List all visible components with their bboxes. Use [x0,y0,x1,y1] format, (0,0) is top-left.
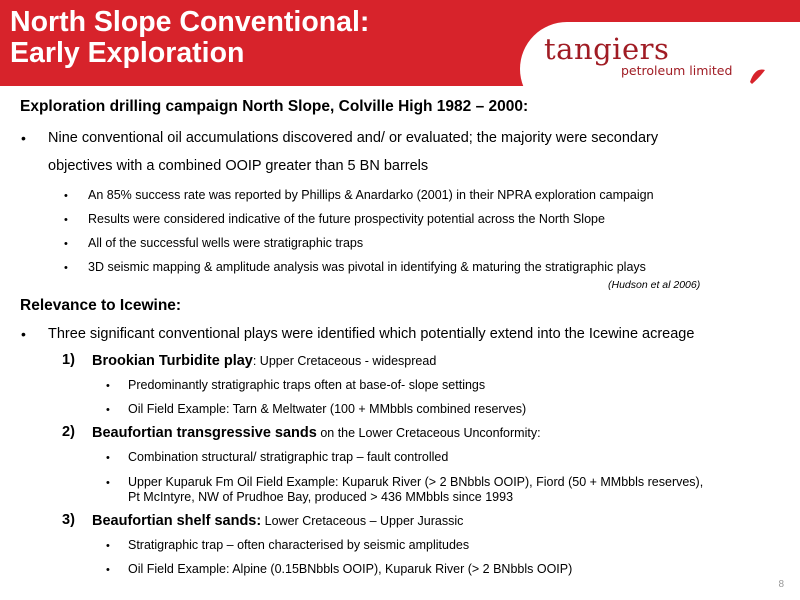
detail-marker: • [106,404,110,416]
section1-heading: Exploration drilling campaign North Slope, Colville High 1982 – 2000: [20,98,529,115]
play-name: Brookian Turbidite play [92,353,253,369]
play-number: 1) [62,352,75,368]
section1-subbullet: An 85% success rate was reported by Phillips & Anardarko (2001) in their NPRA exploration campaign [88,188,654,202]
detail-marker: • [106,540,110,552]
logo-subtitle: petroleum limited [621,63,733,78]
play-detail: Oil Field Example: Alpine (0.15BNbbls OOIP), Kuparuk River (> 2 BNbbls OOIP) [128,562,573,576]
play-detail-continued: Pt McIntyre, NW of Prudhoe Bay, produced > 436 MMbbls since 1993 [128,490,514,504]
detail-marker: • [106,452,110,464]
play-detail: Predominantly stratigraphic traps often at base-of- slope settings [128,378,486,392]
play-name: Beaufortian shelf sands: [92,513,262,529]
play-name: Beaufortian transgressive sands [92,425,317,441]
slide-title-line2: Early Exploration [10,37,245,69]
section1-subbullet: 3D seismic mapping & amplitude analysis was pivotal in identifying & maturing the stratigraphic plays [88,260,646,274]
play-number: 2) [62,424,75,440]
subbullet-marker: • [64,262,68,274]
bullet-marker: • [21,130,26,146]
play-title [92,512,463,530]
page-number: 8 [778,579,784,590]
subbullet-marker: • [64,214,68,226]
play-title [92,424,541,442]
play-detail: Combination structural/ stratigraphic trap – fault controlled [128,450,449,464]
play-desc: on the Lower Cretaceous Unconformity: [316,426,541,440]
citation: (Hudson et al 2006) [608,279,701,291]
detail-marker: • [106,564,110,576]
section2-heading: Relevance to Icewine: [20,297,182,314]
section1-bullet-line1: Nine conventional oil accumulations discovered and/ or evaluated; the majority were secondary [48,130,659,146]
play-detail: Oil Field Example: Tarn & Meltwater (100 + MMbbls combined reserves) [128,402,527,416]
play-detail: Stratigraphic trap – often characterised by seismic amplitudes [128,538,470,552]
section1-bullet-line2: objectives with a combined OOIP greater than 5 BN barrels [48,158,429,174]
subbullet-marker: • [64,238,68,250]
detail-marker: • [106,477,110,489]
play-desc: : Upper Cretaceous - widespread [252,354,437,368]
section1-subbullet: All of the successful wells were stratigraphic traps [88,236,364,250]
play-detail: Upper Kuparuk Fm Oil Field Example: Kuparuk River (> 2 BNbbls OOIP), Fiord (50 + MMbbls reserves), [128,475,704,489]
play-title [92,352,436,370]
slide-title-line1: North Slope Conventional: [10,6,370,38]
detail-marker: • [106,380,110,392]
play-number: 3) [62,512,75,528]
section1-subbullet: Results were considered indicative of the future prospectivity potential across the North Slope [88,212,605,226]
subbullet-marker: • [64,190,68,202]
section2-bullet: Three significant conventional plays were identified which potentially extend into the Icewine acreage [48,326,695,342]
logo-wordmark: tangiers [544,32,670,66]
play-desc: Lower Cretaceous – Upper Jurassic [261,514,464,528]
bullet-marker: • [21,326,26,342]
